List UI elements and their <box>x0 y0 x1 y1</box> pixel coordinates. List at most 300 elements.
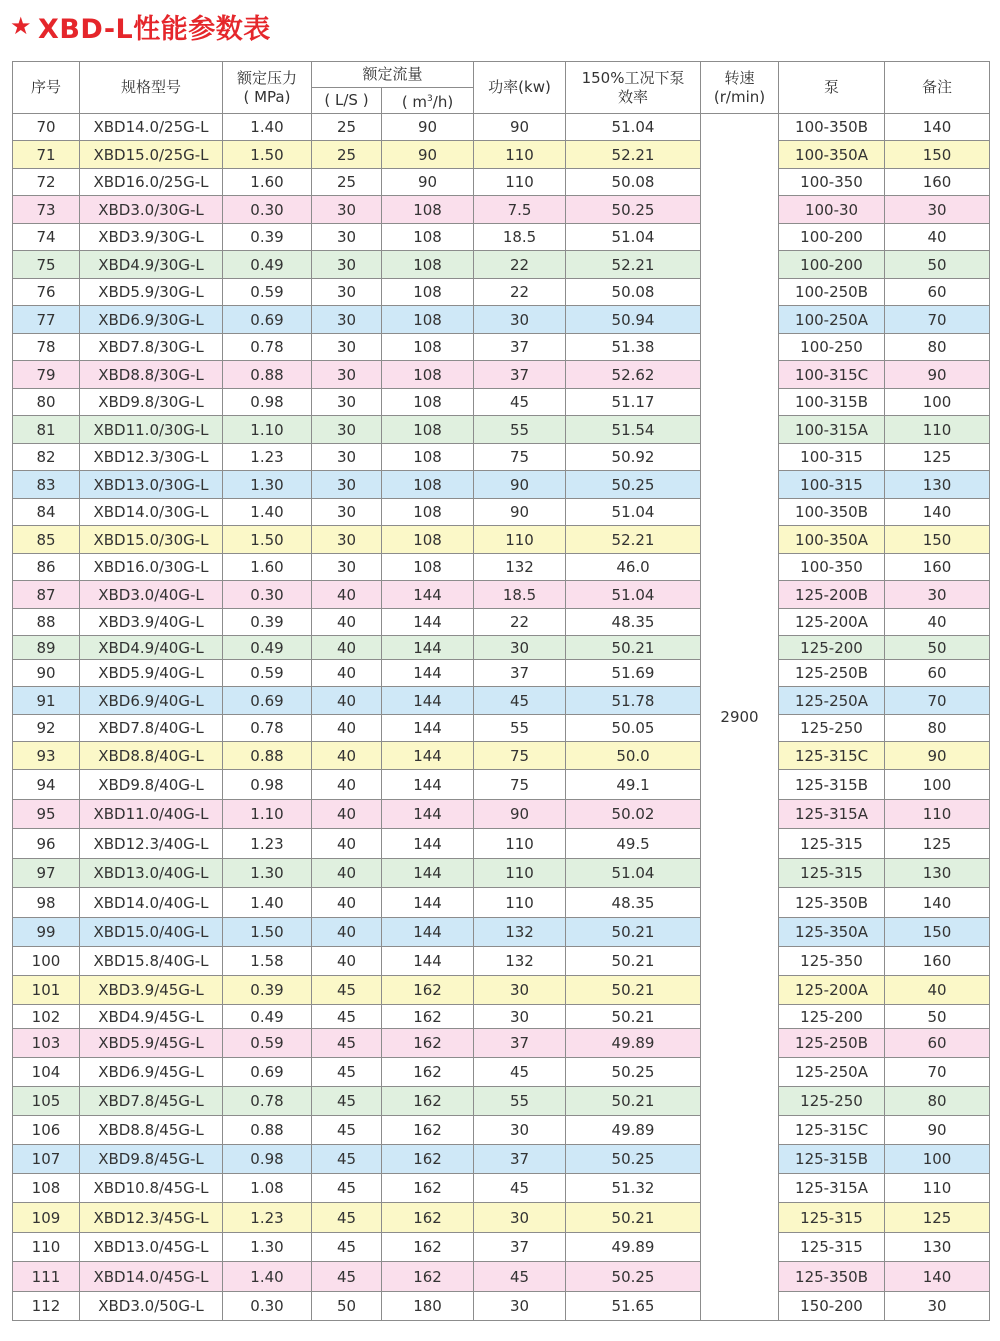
cell-pump: 125-250A <box>779 687 885 715</box>
cell-eff: 49.5 <box>566 829 701 859</box>
cell-model: XBD12.3/30G-L <box>80 444 223 471</box>
header-flow-ls: ( L/S ) <box>312 88 382 114</box>
cell-pump: 125-200A <box>779 609 885 636</box>
cell-model: XBD14.0/30G-L <box>80 499 223 526</box>
cell-note: 90 <box>885 1116 990 1145</box>
cell-pump: 125-250B <box>779 660 885 687</box>
page-title-text: XBD-L性能参数表 <box>38 13 271 45</box>
cell-pressure: 1.40 <box>223 499 312 526</box>
cell-ls: 45 <box>312 1233 382 1262</box>
header-pressure <box>223 62 312 114</box>
cell-eff: 52.21 <box>566 526 701 554</box>
cell-ls: 50 <box>312 1292 382 1321</box>
table-row <box>13 1058 990 1087</box>
cell-model: XBD7.8/30G-L <box>80 334 223 361</box>
cell-m3h: 108 <box>382 554 474 581</box>
cell-no: 97 <box>13 859 80 888</box>
cell-pump: 125-200 <box>779 1005 885 1029</box>
cell-eff: 46.0 <box>566 554 701 581</box>
cell-m3h: 162 <box>382 1005 474 1029</box>
header-flow-m3h-pre: ( m <box>401 92 428 111</box>
table-row <box>13 389 990 416</box>
cell-power: 75 <box>474 770 566 800</box>
cell-ls: 40 <box>312 687 382 715</box>
cell-no: 72 <box>13 169 80 196</box>
cell-m3h: 108 <box>382 389 474 416</box>
cell-pressure: 1.10 <box>223 800 312 829</box>
cell-model: XBD12.3/40G-L <box>80 829 223 859</box>
cell-no: 108 <box>13 1174 80 1203</box>
cell-eff: 48.35 <box>566 888 701 918</box>
cell-no: 99 <box>13 918 80 947</box>
cell-note: 60 <box>885 1029 990 1058</box>
cell-no: 96 <box>13 829 80 859</box>
cell-pump: 125-250B <box>779 1029 885 1058</box>
cell-power: 45 <box>474 1174 566 1203</box>
cell-note: 130 <box>885 859 990 888</box>
cell-ls: 30 <box>312 279 382 306</box>
cell-pump: 100-250A <box>779 306 885 334</box>
cell-no: 105 <box>13 1087 80 1116</box>
cell-pressure: 0.98 <box>223 770 312 800</box>
cell-note: 130 <box>885 471 990 499</box>
table-row <box>13 1292 990 1321</box>
cell-ls: 25 <box>312 169 382 196</box>
header-pressure-label: 额定压力 <box>236 68 297 87</box>
cell-model: XBD15.0/25G-L <box>80 141 223 169</box>
cell-no: 80 <box>13 389 80 416</box>
cell-ls: 45 <box>312 1174 382 1203</box>
cell-note: 125 <box>885 444 990 471</box>
cell-eff: 50.08 <box>566 279 701 306</box>
cell-model: XBD8.8/30G-L <box>80 361 223 389</box>
cell-pressure: 0.49 <box>223 251 312 279</box>
cell-pump: 125-250 <box>779 1087 885 1116</box>
header-flow: 额定流量 <box>312 62 474 88</box>
table-row <box>13 947 990 976</box>
table-row <box>13 444 990 471</box>
cell-m3h: 108 <box>382 251 474 279</box>
cell-speed: 2900 <box>701 114 779 1321</box>
cell-ls: 30 <box>312 416 382 444</box>
cell-m3h: 108 <box>382 306 474 334</box>
cell-ls: 45 <box>312 1203 382 1233</box>
cell-eff: 51.04 <box>566 581 701 609</box>
table-row <box>13 1174 990 1203</box>
cell-note: 110 <box>885 416 990 444</box>
cell-eff: 51.78 <box>566 687 701 715</box>
cell-pressure: 0.78 <box>223 334 312 361</box>
cell-pressure: 0.59 <box>223 279 312 306</box>
cell-model: XBD5.9/30G-L <box>80 279 223 306</box>
cell-ls: 40 <box>312 636 382 660</box>
cell-no: 82 <box>13 444 80 471</box>
cell-no: 76 <box>13 279 80 306</box>
cell-pump: 100-350 <box>779 554 885 581</box>
table-row <box>13 334 990 361</box>
cell-ls: 40 <box>312 609 382 636</box>
cell-ls: 45 <box>312 1058 382 1087</box>
header-efficiency-line1: 150%工况下泵 <box>581 68 685 87</box>
cell-pressure: 0.30 <box>223 581 312 609</box>
cell-power: 55 <box>474 416 566 444</box>
cell-ls: 45 <box>312 1029 382 1058</box>
cell-eff: 49.89 <box>566 1233 701 1262</box>
cell-power: 22 <box>474 279 566 306</box>
cell-eff: 52.62 <box>566 361 701 389</box>
cell-eff: 51.54 <box>566 416 701 444</box>
table-row <box>13 888 990 918</box>
cell-ls: 30 <box>312 196 382 224</box>
cell-ls: 45 <box>312 1145 382 1174</box>
cell-pressure: 1.50 <box>223 141 312 169</box>
cell-note: 40 <box>885 224 990 251</box>
cell-no: 71 <box>13 141 80 169</box>
cell-no: 83 <box>13 471 80 499</box>
cell-no: 107 <box>13 1145 80 1174</box>
cell-no: 88 <box>13 609 80 636</box>
cell-m3h: 108 <box>382 224 474 251</box>
cell-power: 37 <box>474 361 566 389</box>
cell-model: XBD6.9/30G-L <box>80 306 223 334</box>
table-row <box>13 800 990 829</box>
cell-model: XBD3.9/40G-L <box>80 609 223 636</box>
cell-pump: 125-350 <box>779 947 885 976</box>
cell-m3h: 108 <box>382 334 474 361</box>
header-no: 序号 <box>13 62 80 114</box>
cell-m3h: 144 <box>382 687 474 715</box>
cell-eff: 50.25 <box>566 1145 701 1174</box>
cell-ls: 30 <box>312 361 382 389</box>
table-row <box>13 742 990 770</box>
cell-model: XBD6.9/45G-L <box>80 1058 223 1087</box>
cell-pump: 100-200 <box>779 251 885 279</box>
cell-ls: 30 <box>312 554 382 581</box>
cell-pressure: 0.30 <box>223 1292 312 1321</box>
cell-m3h: 180 <box>382 1292 474 1321</box>
cell-power: 90 <box>474 471 566 499</box>
table-row <box>13 196 990 224</box>
cell-m3h: 108 <box>382 499 474 526</box>
cell-pump: 125-350A <box>779 918 885 947</box>
cell-note: 160 <box>885 947 990 976</box>
table-row <box>13 554 990 581</box>
cell-pump: 100-250 <box>779 334 885 361</box>
cell-pressure: 0.39 <box>223 609 312 636</box>
header-note: 备注 <box>885 62 990 114</box>
cell-pressure: 0.69 <box>223 687 312 715</box>
cell-no: 101 <box>13 976 80 1005</box>
cell-no: 75 <box>13 251 80 279</box>
cell-pump: 125-250 <box>779 715 885 742</box>
cell-power: 90 <box>474 114 566 141</box>
header-pressure-unit: ( MPa) <box>243 87 291 106</box>
table-row <box>13 1087 990 1116</box>
cell-pump: 125-315B <box>779 1145 885 1174</box>
cell-m3h: 108 <box>382 444 474 471</box>
cell-no: 87 <box>13 581 80 609</box>
cell-m3h: 144 <box>382 742 474 770</box>
cell-pressure: 1.30 <box>223 1233 312 1262</box>
table-row <box>13 114 990 141</box>
cell-ls: 40 <box>312 800 382 829</box>
cell-eff: 50.08 <box>566 169 701 196</box>
cell-model: XBD9.8/45G-L <box>80 1145 223 1174</box>
cell-m3h: 162 <box>382 1203 474 1233</box>
cell-m3h: 162 <box>382 1058 474 1087</box>
cell-no: 95 <box>13 800 80 829</box>
cell-power: 22 <box>474 609 566 636</box>
cell-power: 45 <box>474 1262 566 1292</box>
cell-note: 150 <box>885 526 990 554</box>
table-row <box>13 976 990 1005</box>
table-row <box>13 1005 990 1029</box>
cell-m3h: 144 <box>382 715 474 742</box>
cell-note: 100 <box>885 770 990 800</box>
cell-pressure: 0.88 <box>223 361 312 389</box>
table-row <box>13 306 990 334</box>
cell-eff: 49.1 <box>566 770 701 800</box>
table-row <box>13 918 990 947</box>
cell-ls: 45 <box>312 1116 382 1145</box>
cell-pump: 125-315 <box>779 829 885 859</box>
cell-pressure: 1.30 <box>223 471 312 499</box>
cell-power: 45 <box>474 389 566 416</box>
cell-eff: 51.04 <box>566 114 701 141</box>
cell-pressure: 0.78 <box>223 715 312 742</box>
cell-pump: 100-315A <box>779 416 885 444</box>
table-row <box>13 224 990 251</box>
cell-eff: 51.38 <box>566 334 701 361</box>
cell-ls: 30 <box>312 471 382 499</box>
cell-eff: 50.21 <box>566 1203 701 1233</box>
table-row <box>13 1116 990 1145</box>
cell-ls: 40 <box>312 829 382 859</box>
cell-no: 73 <box>13 196 80 224</box>
header-speed-line2: (r/min) <box>713 87 766 106</box>
cell-ls: 40 <box>312 742 382 770</box>
table-row <box>13 715 990 742</box>
cell-power: 110 <box>474 859 566 888</box>
cell-pump: 100-350 <box>779 169 885 196</box>
cell-m3h: 90 <box>382 169 474 196</box>
cell-pressure: 1.40 <box>223 888 312 918</box>
cell-pump: 150-200 <box>779 1292 885 1321</box>
cell-ls: 40 <box>312 770 382 800</box>
cell-note: 30 <box>885 581 990 609</box>
cell-pump: 125-315 <box>779 1233 885 1262</box>
cell-no: 81 <box>13 416 80 444</box>
table-row <box>13 770 990 800</box>
cell-pressure: 0.98 <box>223 389 312 416</box>
cell-no: 78 <box>13 334 80 361</box>
cell-eff: 50.02 <box>566 800 701 829</box>
cell-pressure: 1.58 <box>223 947 312 976</box>
cell-pressure: 0.69 <box>223 1058 312 1087</box>
cell-eff: 50.25 <box>566 471 701 499</box>
cell-power: 75 <box>474 742 566 770</box>
cell-note: 160 <box>885 554 990 581</box>
cell-no: 102 <box>13 1005 80 1029</box>
cell-m3h: 144 <box>382 918 474 947</box>
cell-ls: 45 <box>312 1087 382 1116</box>
cell-model: XBD14.0/45G-L <box>80 1262 223 1292</box>
cell-eff: 50.21 <box>566 976 701 1005</box>
cell-eff: 51.32 <box>566 1174 701 1203</box>
cell-m3h: 108 <box>382 361 474 389</box>
cell-ls: 45 <box>312 1005 382 1029</box>
cell-note: 140 <box>885 1262 990 1292</box>
cell-model: XBD6.9/40G-L <box>80 687 223 715</box>
cell-power: 37 <box>474 660 566 687</box>
cell-model: XBD3.0/50G-L <box>80 1292 223 1321</box>
cell-note: 125 <box>885 829 990 859</box>
cell-no: 111 <box>13 1262 80 1292</box>
cell-ls: 45 <box>312 976 382 1005</box>
cell-note: 110 <box>885 1174 990 1203</box>
cell-note: 60 <box>885 279 990 306</box>
cell-ls: 40 <box>312 660 382 687</box>
header-speed <box>701 62 779 114</box>
table-body <box>13 114 990 1321</box>
cell-no: 77 <box>13 306 80 334</box>
cell-eff: 51.04 <box>566 499 701 526</box>
cell-no: 93 <box>13 742 80 770</box>
header-power: 功率(kw) <box>474 62 566 114</box>
cell-pump: 125-200B <box>779 581 885 609</box>
table-row <box>13 636 990 660</box>
cell-pressure: 1.23 <box>223 1203 312 1233</box>
cell-power: 37 <box>474 334 566 361</box>
cell-eff: 51.04 <box>566 224 701 251</box>
header-flow-m3h-post: /h) <box>432 92 454 111</box>
cell-pump: 125-315A <box>779 1174 885 1203</box>
header-model: 规格型号 <box>80 62 223 114</box>
cell-model: XBD13.0/45G-L <box>80 1233 223 1262</box>
table-row <box>13 526 990 554</box>
cell-model: XBD3.9/30G-L <box>80 224 223 251</box>
cell-note: 160 <box>885 169 990 196</box>
cell-m3h: 162 <box>382 976 474 1005</box>
table-row <box>13 416 990 444</box>
cell-no: 90 <box>13 660 80 687</box>
cell-pressure: 0.59 <box>223 1029 312 1058</box>
cell-ls: 30 <box>312 444 382 471</box>
header-efficiency-line2: 效率 <box>618 87 649 106</box>
cell-model: XBD12.3/45G-L <box>80 1203 223 1233</box>
cell-model: XBD3.0/30G-L <box>80 196 223 224</box>
cell-pump: 100-250B <box>779 279 885 306</box>
cell-note: 140 <box>885 114 990 141</box>
cell-eff: 51.04 <box>566 859 701 888</box>
cell-ls: 30 <box>312 306 382 334</box>
cell-model: XBD5.9/45G-L <box>80 1029 223 1058</box>
cell-no: 94 <box>13 770 80 800</box>
cell-note: 150 <box>885 141 990 169</box>
cell-ls: 30 <box>312 389 382 416</box>
cell-ls: 30 <box>312 224 382 251</box>
cell-eff: 50.21 <box>566 1005 701 1029</box>
cell-pump: 100-350A <box>779 141 885 169</box>
table-row <box>13 1233 990 1262</box>
cell-model: XBD9.8/30G-L <box>80 389 223 416</box>
cell-power: 45 <box>474 687 566 715</box>
page-title <box>10 6 271 46</box>
cell-eff: 51.17 <box>566 389 701 416</box>
cell-m3h: 144 <box>382 609 474 636</box>
cell-ls: 40 <box>312 918 382 947</box>
cell-power: 110 <box>474 169 566 196</box>
cell-pump: 125-200A <box>779 976 885 1005</box>
table-row <box>13 687 990 715</box>
star-icon: ★ <box>10 12 33 40</box>
cell-eff: 48.35 <box>566 609 701 636</box>
cell-pressure: 1.40 <box>223 1262 312 1292</box>
cell-note: 140 <box>885 888 990 918</box>
cell-eff: 51.65 <box>566 1292 701 1321</box>
cell-ls: 40 <box>312 581 382 609</box>
cell-pressure: 0.98 <box>223 1145 312 1174</box>
cell-model: XBD3.0/40G-L <box>80 581 223 609</box>
cell-model: XBD14.0/25G-L <box>80 114 223 141</box>
cell-model: XBD7.8/45G-L <box>80 1087 223 1116</box>
table-row <box>13 1203 990 1233</box>
cell-eff: 50.92 <box>566 444 701 471</box>
cell-pressure: 0.39 <box>223 224 312 251</box>
cell-model: XBD15.0/40G-L <box>80 918 223 947</box>
cell-eff: 50.94 <box>566 306 701 334</box>
header-flow-m3h <box>382 88 474 114</box>
cell-power: 30 <box>474 306 566 334</box>
cell-no: 79 <box>13 361 80 389</box>
cell-m3h: 108 <box>382 471 474 499</box>
cell-pump: 125-250A <box>779 1058 885 1087</box>
cell-note: 100 <box>885 1145 990 1174</box>
cell-note: 100 <box>885 389 990 416</box>
table-row <box>13 361 990 389</box>
cell-note: 50 <box>885 1005 990 1029</box>
table-row <box>13 609 990 636</box>
cell-m3h: 108 <box>382 279 474 306</box>
cell-no: 109 <box>13 1203 80 1233</box>
cell-power: 55 <box>474 715 566 742</box>
cell-power: 37 <box>474 1233 566 1262</box>
cell-pump: 125-350B <box>779 1262 885 1292</box>
cell-note: 80 <box>885 1087 990 1116</box>
cell-no: 85 <box>13 526 80 554</box>
cell-pump: 100-200 <box>779 224 885 251</box>
cell-pressure: 0.88 <box>223 742 312 770</box>
cell-power: 110 <box>474 829 566 859</box>
cell-note: 70 <box>885 687 990 715</box>
table-header <box>13 62 990 114</box>
header-pump: 泵 <box>779 62 885 114</box>
cell-pressure: 1.30 <box>223 859 312 888</box>
cell-m3h: 108 <box>382 526 474 554</box>
cell-ls: 30 <box>312 334 382 361</box>
cell-model: XBD11.0/30G-L <box>80 416 223 444</box>
cell-ls: 25 <box>312 114 382 141</box>
cell-ls: 40 <box>312 947 382 976</box>
cell-ls: 40 <box>312 715 382 742</box>
cell-power: 45 <box>474 1058 566 1087</box>
cell-pump: 100-30 <box>779 196 885 224</box>
cell-m3h: 144 <box>382 859 474 888</box>
cell-m3h: 162 <box>382 1087 474 1116</box>
cell-pressure: 1.60 <box>223 169 312 196</box>
cell-no: 89 <box>13 636 80 660</box>
cell-power: 22 <box>474 251 566 279</box>
